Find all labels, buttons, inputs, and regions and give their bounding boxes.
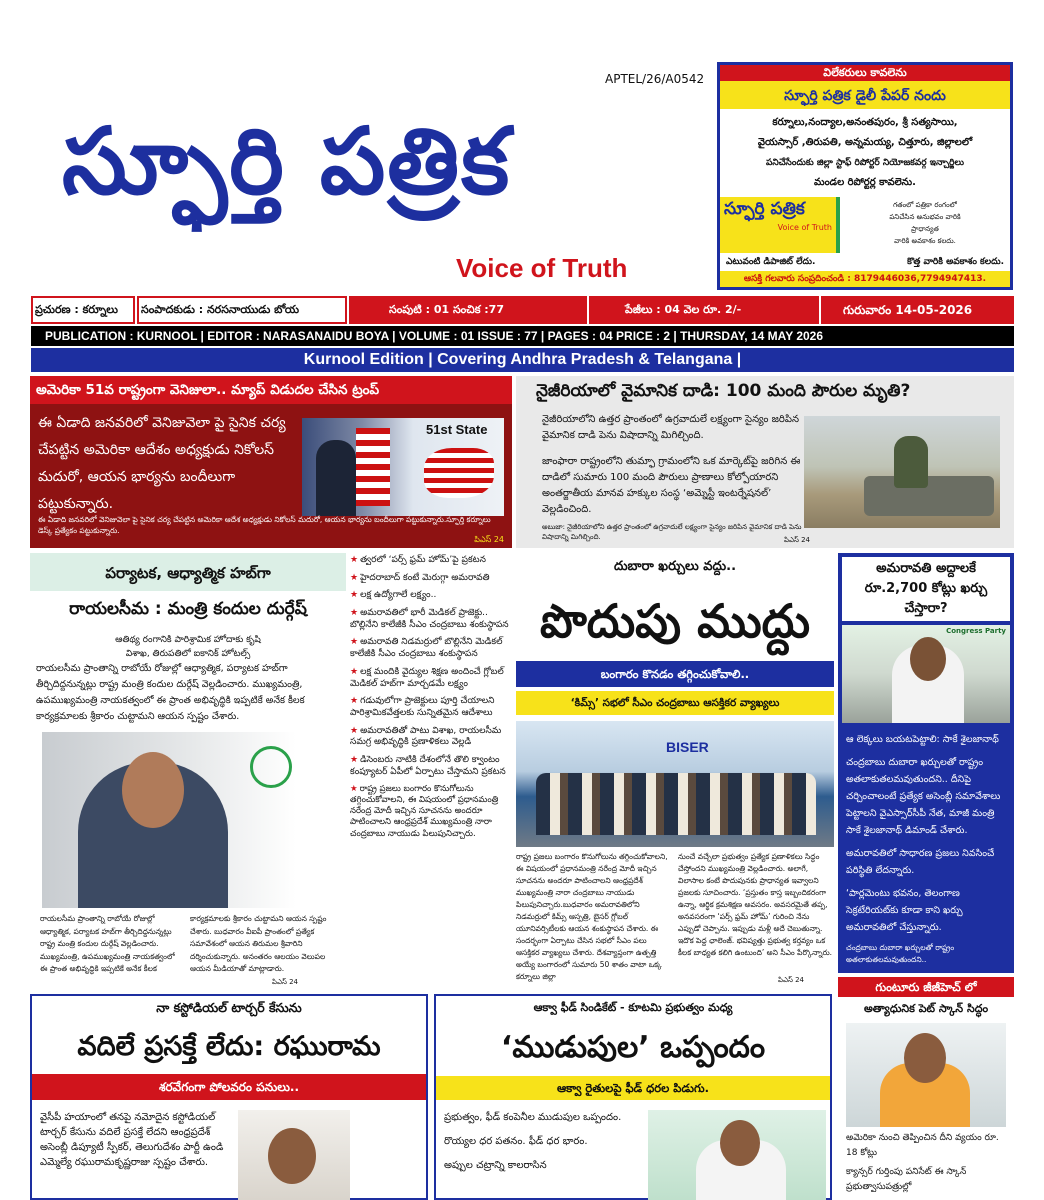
- masthead-title: స్ఫూర్తి పత్రిక: [62, 108, 512, 215]
- story-aqua-kicker: ఆక్వా ఫీడ్ సిండికేట్ - కూటమి ప్రభుత్వం మధ్య: [533, 1001, 733, 1014]
- story-raghurama-deck: శరవేగంగా పోలవరం పనులు..: [32, 1074, 426, 1100]
- map-label: 51st State: [426, 422, 488, 437]
- vehicle-icon: [864, 476, 994, 516]
- story-rayalaseema-col2: కార్యక్రమాలకు శ్రీకారం చుట్టామని ఆయన స్పష్టం చేశారు. బుధవారం వీఐపీ ప్రాంతంలో ప్రత్యేక సమావేశంలో ఆయన తిరుమల శ్రీవారిని దర్శించుకున్నారు. అనంతరం ఆలయం వెలుపల ఆయన మీడియాతో మాట్లాడారు.: [190, 914, 327, 973]
- ad-districts-1: కర్నూలు,నంద్యాల,అనంతపురం, శ్రీ సత్యసాయి,: [772, 117, 958, 128]
- story-podupu-credit: పిఎస్ 24: [777, 976, 804, 984]
- story-aqua: [434, 994, 832, 1200]
- group-photo-icon: [536, 773, 816, 835]
- party-banner: Congress Party: [946, 627, 1006, 635]
- ad-note-4: వారికి అవకాశం కలదు.: [894, 237, 956, 245]
- ad-foot-2: కొత్త వారికి అవకాశం కలదు.: [907, 257, 1004, 267]
- story-rayalaseema-col1: రాయలసీమ ప్రాంతాన్ని రాబోయే రోజుల్లో ఆధ్యాత్మిక, పర్యాటక హబ్‌గా తీర్చిదిద్దనున్నట్లు రాష్ట్ర మంత్రి కందుల దుర్గేష్ వెల్లడించారు. ముఖ్యమంత్రి, ఉపముఖ్యమంత్రి నాయకత్వంలో ఈ ప్రాంత అభివృద్ధికి ఇప్పటికే అనేక కీలక: [40, 914, 175, 973]
- story-trump: [30, 376, 512, 548]
- story-rayalaseema-deck2: విశాఖ, తిరుపతిలో ఐకానిక్ హోటల్స్: [125, 649, 251, 659]
- brief-item: ★ గడువులోగా ప్రాజెక్టులు పూర్తి చేయాలని పారిశ్రామికవేత్తలకు సున్నితమైన ఆదేశాలు: [350, 696, 512, 719]
- story-trump-foot: ఈ ఏడాది జనవరిలో వెనిజువెలా పై సైనిక చర్య చేపట్టిన అమెరికా ఆదేశ అధ్యక్షుడు నికోలస్ మదురో, ఆయన భార్యను బందీలుగా పట్టుకున్నారు.స్ఫూర్తి కర్నూలు డెస్క్ ప్రత్యేకం పట్టుకున్నారు.: [38, 515, 491, 535]
- amaravati-bullet: అమరావతిలో సాధారణ ప్రజలు నివసించే పరిస్థితి లేదన్నారు.: [846, 848, 995, 876]
- aqua-bullet: రొయ్యల ధర పతనం. ఫీడ్ ధర భారం.: [444, 1136, 588, 1147]
- story-nigeria-p2: జాంఫారా రాష్ట్రంలోని తుమ్ఫా గ్రామంలోని ఒక మార్కెట్‌పై జరిగిన ఈ దాడిలో సుమారు 100 మంది పౌరులు ప్రాణాలు కోల్పోయారని అంతర్జాతీయ మానవ హక్కుల సంస్థ ‘అమ్నెస్టీ ఇంటర్నేషనల్’ వెల్లడించింది.: [542, 456, 801, 515]
- story-aqua-headline: ‘ముడుపుల’ ఒప్పందం: [500, 1030, 766, 1065]
- story-trump-headline: అమెరికా 51వ రాష్ట్రంగా వెనిజులా.. మ్యాప్ విడుదల చేసిన ట్రంప్: [30, 376, 512, 404]
- trump-photo: [302, 418, 504, 516]
- amaravati-bullet: ఆ లెక్కలు బయటపెట్టాలి: సాకే శైలజానాథ్: [846, 734, 999, 745]
- brief-item: ★ లక్ష మందికి వైద్యుల శిక్షణ అందించే గ్లోబల్ మెడికల్ హబ్‌గా మార్చడమే లక్ష్యం: [350, 667, 512, 690]
- story-raghurama-kicker: నా కస్టోడియల్ టార్చర్ కేసును: [156, 1000, 302, 1015]
- face-icon: [904, 1033, 946, 1083]
- military-photo: [804, 416, 1000, 528]
- minister-aqua-photo: [648, 1110, 826, 1200]
- story-amaravati-headline: అమరావతి అద్దాలకే రూ.2,700 కోట్లు ఖర్చు చేస్తారా?: [842, 557, 1010, 621]
- brief-item: ★ అమరావతిలో భారీ మెడికల్ ప్రాజెక్టు.. బొల్లినేని కాలేజీకి సీఎం చంద్రబాబు శంకుస్థాపన: [350, 608, 512, 631]
- soldier-icon: [894, 436, 928, 488]
- story-nigeria-credit: పిఎస్ 24: [784, 536, 811, 544]
- story-pet-headline-1: గుంటూరు జీజీహెచ్ లో: [838, 977, 1014, 997]
- ad-contact: ఆసక్తి గలవారు సంప్రదించండి : 8179446036,7794947413.: [720, 271, 1010, 287]
- ad-foot-1: ఎటువంటి డిపాజిట్ లేదు.: [726, 257, 816, 267]
- story-podupu: [516, 553, 834, 988]
- story-trump-credit: పిఎస్ 24: [474, 535, 504, 544]
- face-icon: [268, 1128, 316, 1184]
- brief-item: ★ రాష్ట్ర ప్రజలు బంగారం కొనుగోలును తగ్గించుకోవాలని, ఈ విషయంలో ప్రధానమంత్రి నరేంద్ర మోదీ ఇచ్చిన సూచనను అందరూ పాటించాలని ఆంధ్రప్రదేశ్ ముఖ్యమంత్రి నారా చంద్రబాబు నాయుడు పిలుపునిచ్చారు.: [350, 784, 512, 839]
- story-amaravati: [838, 553, 1014, 973]
- story-raghurama-headline: వదిలే ప్రసక్తే లేదు: రఘురామ: [77, 1031, 381, 1062]
- story-aqua-deck: ఆక్వా రైతులపై ఫీడ్ ధరల పిడుగు.: [436, 1076, 830, 1100]
- ad-logo: స్ఫూర్తి పత్రిక: [724, 199, 805, 219]
- pet-bullet: క్యాన్సర్ గుర్తింపు పనిసేట్ ఈ స్కాన్ ప్రభుత్వాసుపత్రుల్లో: [846, 1167, 967, 1192]
- face-icon: [720, 1120, 760, 1166]
- person-figure-icon: [316, 440, 356, 516]
- story-raghurama-body: వైసీపీ హయాంలో తనపై నమోదైన కస్టోడియల్ టార్చర్ కేసును వదిలే ప్రసక్తే లేదని ఆంధ్రప్రదేశ్ అసెంబ్లీ డిప్యూటీ స్పీకర్, తెలుగుదేశం పార్టీ ఉండి ఎమ్మెల్యే రఘురామకృష్ణరాజు స్పష్టం చేశారు.: [40, 1112, 224, 1168]
- ad-line-3: పనిచేసేందుకు జిల్లా స్టాఫ్ రిపోర్టర్ నియోజకవర్గ ఇన్చార్జిలు: [766, 158, 964, 168]
- story-podupu-kicker: దుబారా ఖర్చులు వద్దు..: [613, 559, 737, 574]
- story-podupu-col2: నుంచే వచ్చేలా ప్రభుత్వం ప్రత్యేక ప్రణాళికలు సిద్ధం చేస్తోందని ముఖ్యమంత్రి వెల్లడించారు. అలాగే, విలాసాల కంటే పొదుపునకు ప్రాధాన్యత ఇవ్వాలని ప్రజలకు సూచించారు. ‘ప్రస్తుతం కాస్త ఇబ్బందికరంగా ఉన్నా, ఆర్థిక క్రమశిక్షణ అవసరం. అవసరమైతే తప్ప, అనవసరంగా ‘పర్స్ ఫ్రమ్ హోమ్’ గురించి నేను ఎప్పుడో చెప్పాను. ఇప్పుడు మళ్లీ అదే చెబుతున్నా. ఇదొక పెద్ద ఛాలెంజ్. భవిష్యత్తు ప్రభుత్వ కర్తవ్యం ఒక కీలక బాధ్యత కలిగి ఉంటుంది’ అని సీఎం పేర్కొన్నారు.: [678, 852, 833, 957]
- english-info-bar: PUBLICATION : KURNOOL | EDITOR : NARASANAIDU BOYA | VOLUME : 01 ISSUE : 77 | PAGES : 04 PRICE : 2 | THURSDAY, 14 MAY 2026: [31, 326, 1014, 346]
- pet-scan-photo: [846, 1023, 1006, 1127]
- brief-item: ★ త్వరలో ‘పర్స్ ఫ్రమ్ హోమ్’పై ప్రకటన: [350, 555, 512, 567]
- story-nigeria-foot: అబుజా: నైజీరియాలోని ఉత్తర ప్రాంతంలో ఉగ్రవాదులే లక్ష్యంగా సైన్యం జరిపిన వైమానిక దాడి పెను విషాదాన్ని మిగిల్చింది.: [542, 523, 802, 541]
- edition-bar: Kurnool Edition | Covering Andhra Pradesh & Telangana |: [31, 348, 1014, 372]
- story-nigeria: [516, 376, 1014, 548]
- brief-item: ★ అమరావతి నిడమర్రులో బొల్లినేని మెడికల్ కాలేజీకి సీఎం చంద్రబాబు శంకుస్థాపన: [350, 637, 512, 660]
- story-trump-body: ఈ ఏడాది జనవరిలో వెనిజువెలా పై సైనిక చర్య చేపట్టిన అమెరికా ఆదేశం అధ్యక్షుడు నికోలస్ మదురో, ఆయన భార్యను బందీలుగా పట్టుకున్నారు.: [38, 415, 286, 512]
- us-flag-icon: [356, 428, 390, 506]
- face-icon: [910, 637, 946, 681]
- masthead-logo: [62, 72, 662, 272]
- story-rayalaseema-body: రాయలసీమ ప్రాంతాన్ని రాబోయే రోజుల్లో ఆధ్యాత్మిక, పర్యాటక హబ్‌గా తీర్చిదిద్దనున్నట్లు రాష్ట్ర మంత్రి కందుల దుర్గేష్ వెల్లడించారు. ముఖ్యమంత్రి, ఉపముఖ్యమంత్రి నాయకత్వంలో ఈ ప్రాంత అభివృద్ధికి ఇప్పటికే అనేక కీలక కార్యక్రమాలకు శ్రీకారం చుట్టామని ఆయన స్పష్టం చేశారు.: [36, 663, 305, 722]
- brief-item: ★ లక్ష ఉద్యోగాలే లక్ష్యం..: [350, 590, 512, 602]
- briefs-column: [350, 553, 512, 988]
- ad-note-3: ప్రాధాన్యత: [911, 225, 939, 233]
- kims-event-photo: [516, 721, 834, 847]
- face-icon: [122, 752, 184, 828]
- story-rayalaseema-headline: రాయలసీమ : మంత్రి కందుల దుర్గేష్: [69, 599, 307, 619]
- govt-seal-icon: [250, 746, 292, 788]
- ad-line-4: మండల రిపోర్టర్ల కావలెను.: [814, 177, 916, 188]
- minister-photo: [42, 732, 296, 908]
- aqua-bullet: ప్రభుత్వం, ఫీడ్ కంపెనీల ముడుపుల ఒప్పందం.: [444, 1112, 622, 1123]
- amaravati-foot: చంద్రబాబు దుబారా ఖర్చులతో రాష్ట్రం అతలాకుతలమవుతుందని..: [846, 943, 955, 964]
- ad-subtitle: స్ఫూర్తి పత్రిక డైలీ పేపర్ నందు: [784, 88, 946, 104]
- ad-note-2: పనిచేసిన అనుభవం వారికి: [889, 213, 961, 221]
- ad-banner: విలేకరులు కావలెను: [720, 65, 1010, 81]
- venezuela-map-icon: [424, 448, 494, 498]
- raghurama-photo: [238, 1110, 350, 1200]
- brief-item: ★ డిసెంబరు నాటికి దేశంలోనే తొలి క్వాంటం కంప్యూటర్ ఏపీలో ఏర్పాటు చేస్తామని ప్రకటన: [350, 755, 512, 778]
- brief-item: ★ హైదరాబాద్ కంటే మెరుగ్గా అమరావతి: [350, 573, 512, 585]
- story-podupu-deck2: ‘కిమ్స్’ సభలో సీఎం చంద్రబాబు ఆసక్తికర వ్యాఖ్యలు: [516, 691, 834, 715]
- event-banner-text: BISER: [666, 739, 709, 755]
- leader-photo: [842, 625, 1010, 723]
- story-podupu-deck1: బంగారం కొనడం తగ్గించుకోవాలి..: [516, 661, 834, 687]
- story-rayalaseema: [30, 553, 346, 988]
- pet-bullet: అమెరికా నుంచి తెప్పించిన దీని వ్యయం రూ. 18 కోట్లు: [846, 1133, 999, 1158]
- story-nigeria-headline: నైజీరియాలో వైమానిక దాడి: 100 మంది పౌరుల మృతి?: [536, 381, 911, 401]
- info-editor: సంపాదకుడు : నరసనాయుడు బోయ: [137, 296, 347, 324]
- story-nigeria-p1: నైజీరియాలోని ఉత్తర ప్రాంతంలో ఉగ్రవాదులే లక్ష్యంగా సైన్యం జరిపిన వైమానిక దాడి పెను విషాదాన్ని మిగిల్చింది.: [542, 414, 799, 441]
- ad-note-1: గతంలో పత్రికా రంగంలో: [893, 201, 957, 209]
- amaravati-bullet: చంద్రబాబు దుబారా ఖర్చులతో రాష్ట్రం అతలాకుతలమవుతుందని.. దీనిపై చర్చించాలంటే ప్రత్యేక అసెంబ్లీ సమావేశాలు పెట్టాలని వైఎస్సార్‌సీపీ నేత, మాజీ మంత్రి సాకే శైలజానాథ్ డిమాండ్ చేశారు.: [846, 757, 1001, 836]
- story-raghurama: [30, 994, 428, 1200]
- aqua-bullet: అప్పుల చట్రాన్ని కాలరాసిన: [444, 1160, 547, 1171]
- ad-districts-2: వైయస్సార్ ,తిరుపతి, అన్నమయ్య, చిత్తూరు, జిల్లాలలో: [757, 137, 973, 148]
- reg-number: APTEL/26/A0542: [605, 72, 705, 86]
- story-rayalaseema-kicker: పర్యాటక, ఆధ్యాత్మిక హబ్‌గా: [30, 553, 346, 591]
- amaravati-bullet: ‘పార్లమెంటు భవనం, తెలంగాణ సెక్రటేరియట్‌కు కూడా కాని ఖర్చు అమరావతిలో చేస్తున్నారు.: [846, 888, 963, 933]
- story-podupu-headline: పొదుపు ముద్దు: [539, 594, 811, 648]
- brief-item: ★ అమరావతితో పాటు విశాఖ, రాయలసీమ సమగ్ర అభివృద్ధికి ప్రణాళికలు వెల్లడి: [350, 726, 512, 749]
- story-podupu-col1: రాష్ట్ర ప్రజలు బంగారం కొనుగోలును తగ్గించుకోవాలని, ఈ విషయంలో ప్రధానమంత్రి నరేంద్ర మోదీ ఇచ్చిన సూచనను అందరూ పాటించాలని ఆంధ్రప్రదేశ్ ముఖ్యమంత్రి నారా చంద్రబాబు నాయుడు పిలుపునిచ్చారు.బుధవారం అమరావతిలోని నిడమర్రులో కిమ్స్ ఆస్పత్రి, బైసర్ గ్లోబల్ యూనివర్సిటీలకు ఆయన శంకుస్థాపన చేశారు. ఈ సందర్భంగా ఏర్పాటు చేసిన సభలో సీఎం పలు ఆసక్తికర వ్యాఖ్యలు చేశారు. దేశవ్యాప్తంగా ఉత్పత్తి అయ్యే బంగారంలో సుమారు 50 శాతం వాటా ఒక్క కర్నూలు జిల్లా: [516, 852, 668, 981]
- story-rayalaseema-credit: పిఎస్ 24: [271, 978, 298, 986]
- info-publication: ప్రచురణ : కర్నూలు: [31, 296, 135, 324]
- ad-logo-tagline: Voice of Truth: [777, 223, 832, 232]
- info-date: గురువారం 14-05-2026: [821, 296, 1014, 324]
- story-pet-scan: [838, 977, 1014, 1200]
- reporter-wanted-ad: [717, 62, 1013, 290]
- story-pet-headline-2: అత్యాధునిక పెట్ స్కాన్ సిద్ధం: [863, 1002, 989, 1015]
- info-pages: పేజీలు : 04 వెల రూ. 2/-: [589, 296, 819, 324]
- tagline: Voice of Truth: [456, 253, 628, 283]
- info-volume: సంపుటి : 01 సంచిక :77: [349, 296, 587, 324]
- story-rayalaseema-deck1: ఆతిథ్య రంగానికి పారిశ్రామిక హోదాకు కృషి: [115, 635, 261, 645]
- info-bar: [31, 296, 1014, 324]
